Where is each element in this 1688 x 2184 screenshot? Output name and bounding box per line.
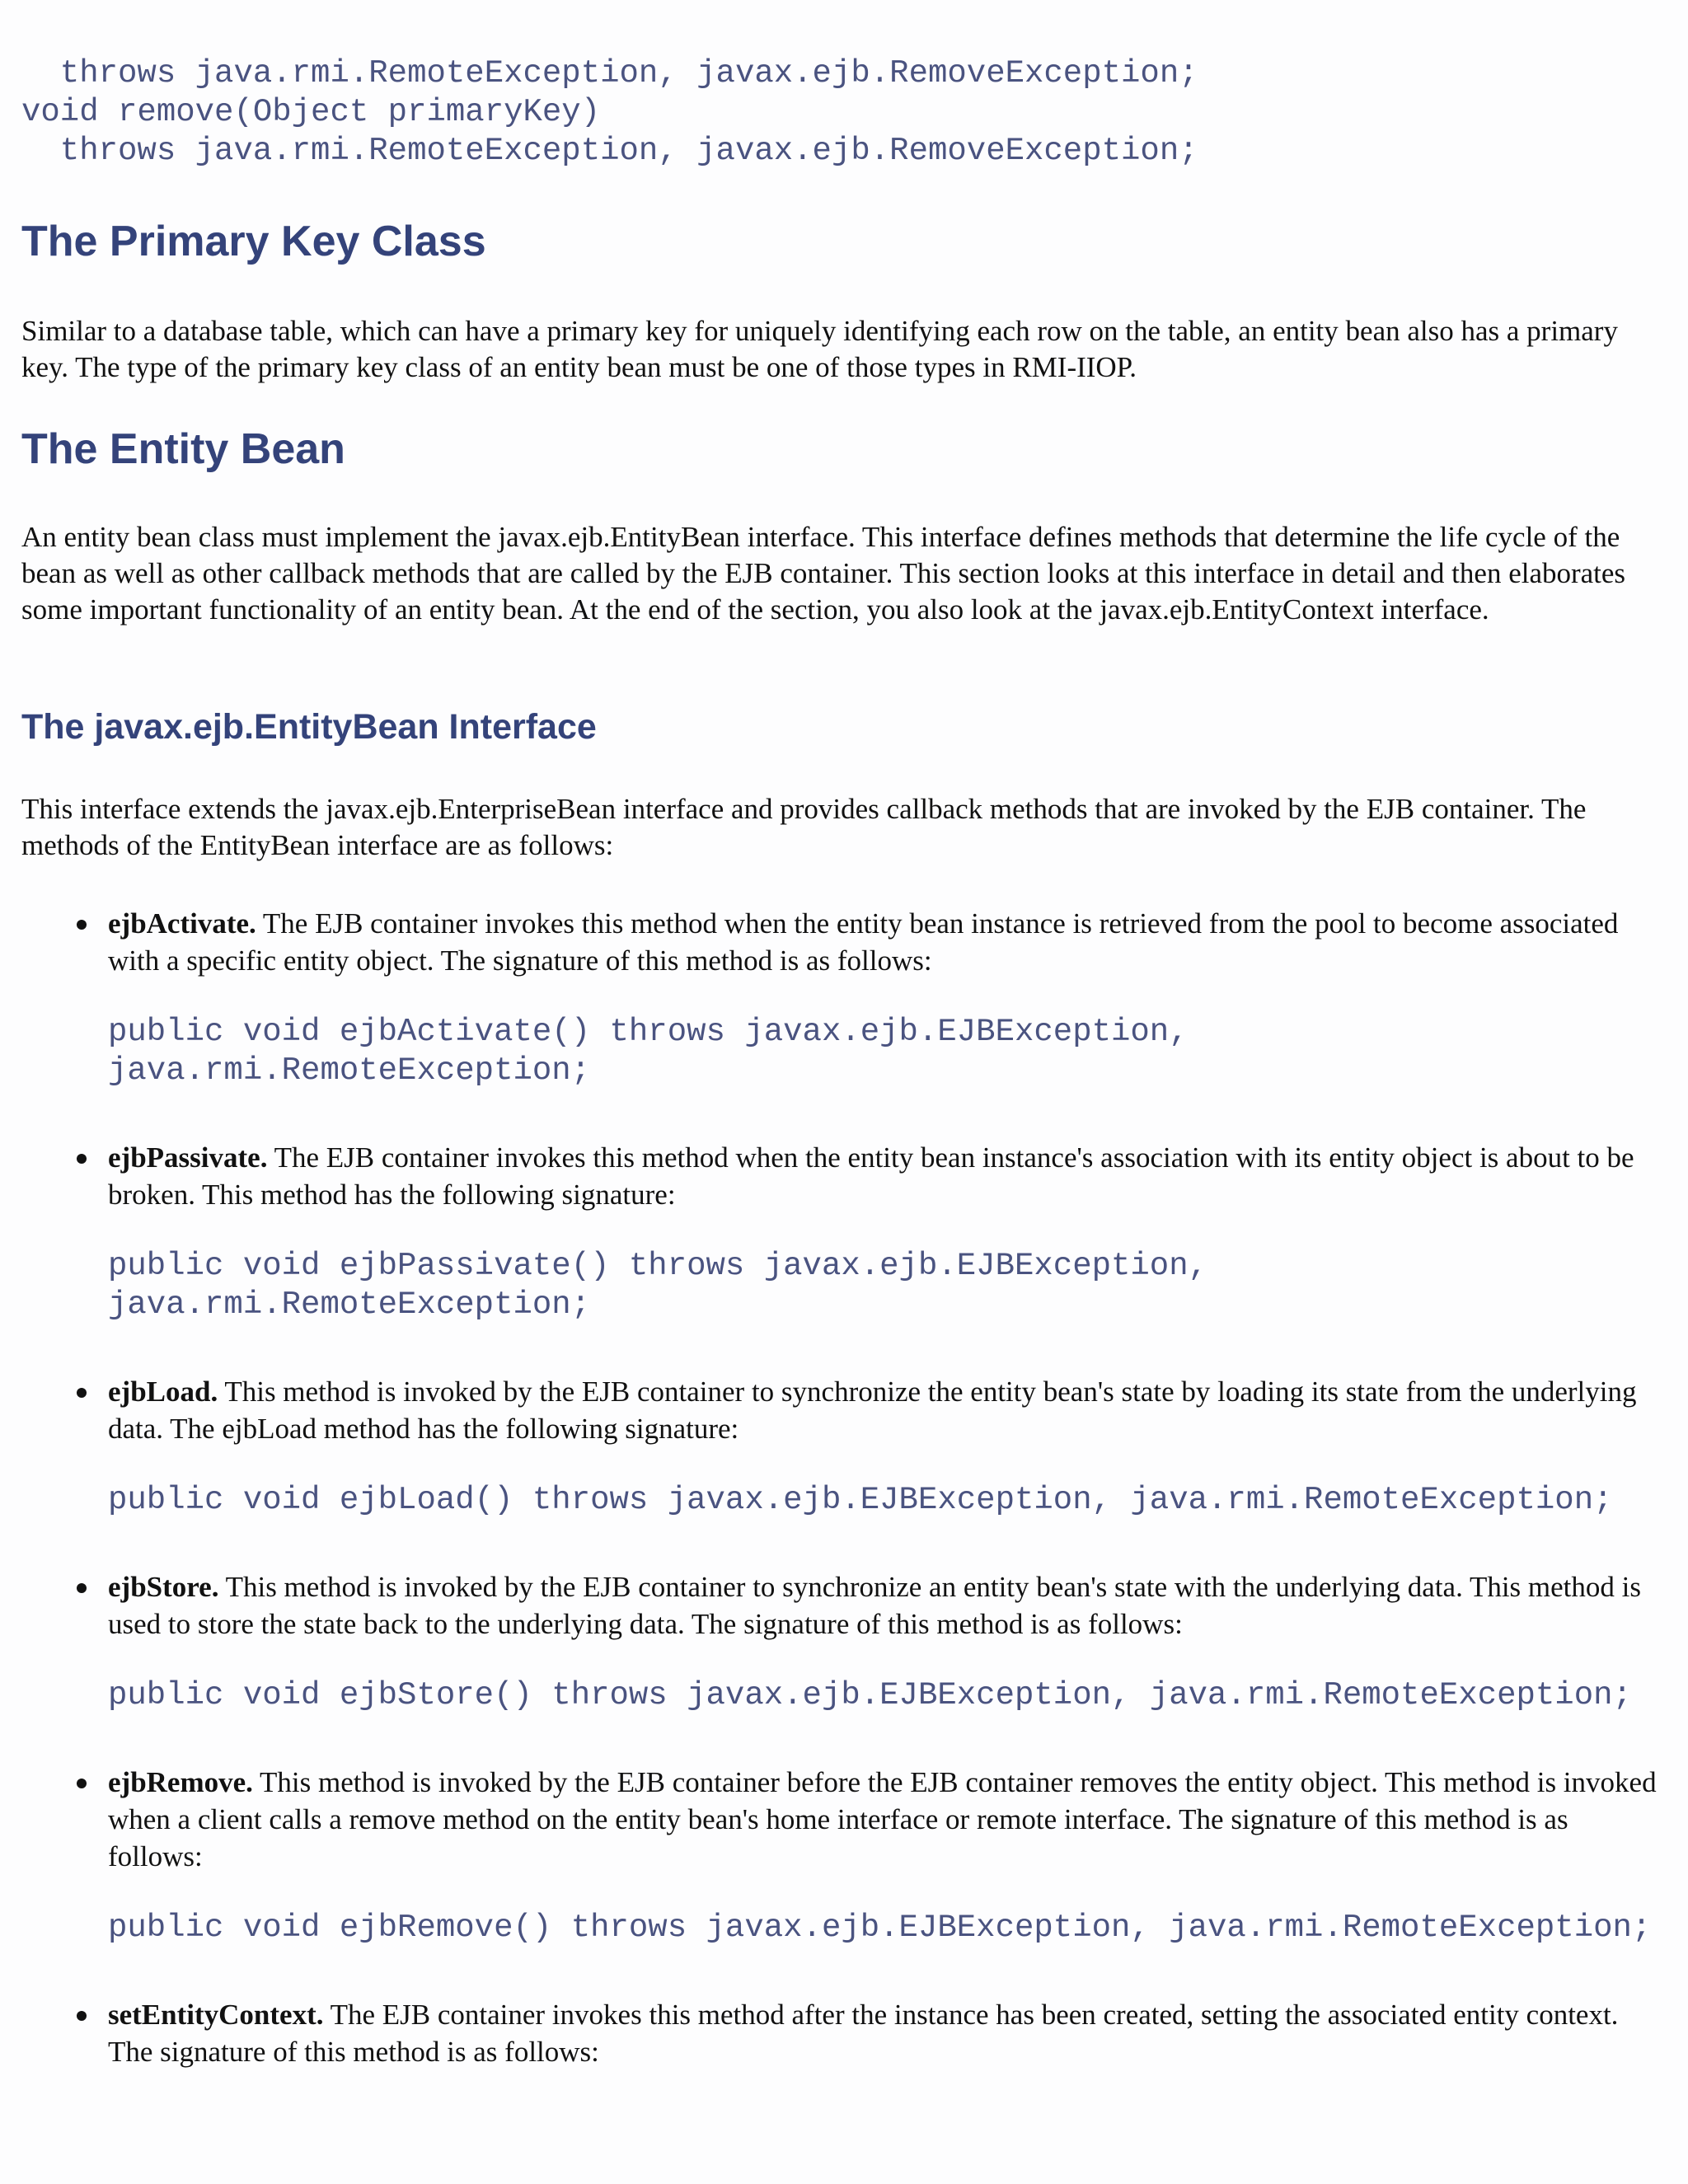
code-line: throws java.rmi.RemoteException, javax.ejb.RemoveException; bbox=[21, 133, 1198, 169]
method-name: ejbActivate. bbox=[108, 907, 256, 940]
bullet bbox=[77, 1583, 87, 1593]
list-item bbox=[108, 1996, 1666, 2070]
method-name: ejbPassivate. bbox=[108, 1141, 268, 1174]
code-block: public void ejbStore() throws javax.ejb.EJBException, java.rmi.RemoteException; bbox=[108, 1677, 1632, 1713]
code-block: public void ejbRemove() throws javax.ejb.EJBException, java.rmi.RemoteException; bbox=[108, 1910, 1652, 1946]
section-heading: The Entity Bean bbox=[21, 425, 345, 473]
method-description: The EJB container invokes this method when the entity bean instance is retrieved from the pool to become associated with a specific entity object. The signature of this method is as follows: bbox=[108, 907, 1619, 977]
method-description: The EJB container invokes this method when the entity bean instance's association with its entity object is about to be broken. This method has the following signature: bbox=[108, 1141, 1634, 1211]
paragraph: An entity bean class must implement the javax.ejb.EntityBean interface. This interface defines methods that determine the life cycle of the bean as well as other callback methods that are called by the EJB container. This section looks at this interface in detail and then elaborates some important functionality of an entity bean. At the end of the section, you also look at the javax.ejb.EntityContext interface. bbox=[21, 521, 1626, 626]
code-block: public void ejbPassivate() throws javax.ejb.EJBException, java.rmi.RemoteException; bbox=[108, 1248, 1208, 1323]
method-name: ejbLoad. bbox=[108, 1376, 218, 1408]
list-item bbox=[108, 1764, 1666, 1875]
method-name: setEntityContext. bbox=[108, 1999, 324, 2031]
code-line: void remove(Object primaryKey) bbox=[21, 94, 601, 130]
bullet bbox=[77, 1779, 87, 1788]
method-name: ejbStore. bbox=[108, 1571, 219, 1603]
code-block: public void ejbLoad() throws javax.ejb.EJBException, java.rmi.RemoteException; bbox=[108, 1482, 1613, 1518]
section-heading: The Primary Key Class bbox=[21, 218, 486, 265]
bullet bbox=[77, 920, 87, 930]
list-item bbox=[108, 1139, 1666, 1213]
list-item bbox=[108, 1568, 1666, 1643]
method-description: This method is invoked by the EJB container to synchronize an entity bean's state with the underlying data. This method is used to store the state back to the underlying data. The signature of this method is as follows: bbox=[108, 1571, 1641, 1640]
paragraph: Similar to a database table, which can have a primary key for uniquely identifying each row on the table, an entity bean also has a primary key. The type of the primary key class of an entity bean must be one of those types in RMI-IIOP. bbox=[21, 315, 1618, 383]
list-item bbox=[108, 905, 1666, 979]
code-line: throws java.rmi.RemoteException, javax.ejb.RemoveException; bbox=[21, 55, 1198, 91]
bullet bbox=[77, 1388, 87, 1398]
paragraph: This interface extends the javax.ejb.EnterpriseBean interface and provides callback methods that are invoked by the EJB container. The methods of the EntityBean interface are as follows: bbox=[21, 793, 1587, 861]
subsection-heading: The javax.ejb.EntityBean Interface bbox=[21, 707, 597, 747]
method-name: ejbRemove. bbox=[108, 1766, 253, 1798]
code-block: public void ejbActivate() throws javax.ejb.EJBException, java.rmi.RemoteException; bbox=[108, 1014, 1189, 1089]
method-description: The EJB container invokes this method after the instance has been created, setting the associated entity context. The signature of this method is as follows: bbox=[108, 1999, 1619, 2068]
bullet bbox=[77, 1154, 87, 1164]
list-item bbox=[108, 1373, 1666, 1447]
bullet bbox=[77, 2011, 87, 2021]
method-description: This method is invoked by the EJB container before the EJB container removes the entity object. This method is invoked when a client calls a remove method on the entity bean's home interface or remote interface. The signature of this method is as follows: bbox=[108, 1766, 1657, 1872]
method-description: This method is invoked by the EJB container to synchronize the entity bean's state by loading its state from the underlying data. The ejbLoad method has the following signature: bbox=[108, 1376, 1637, 1445]
